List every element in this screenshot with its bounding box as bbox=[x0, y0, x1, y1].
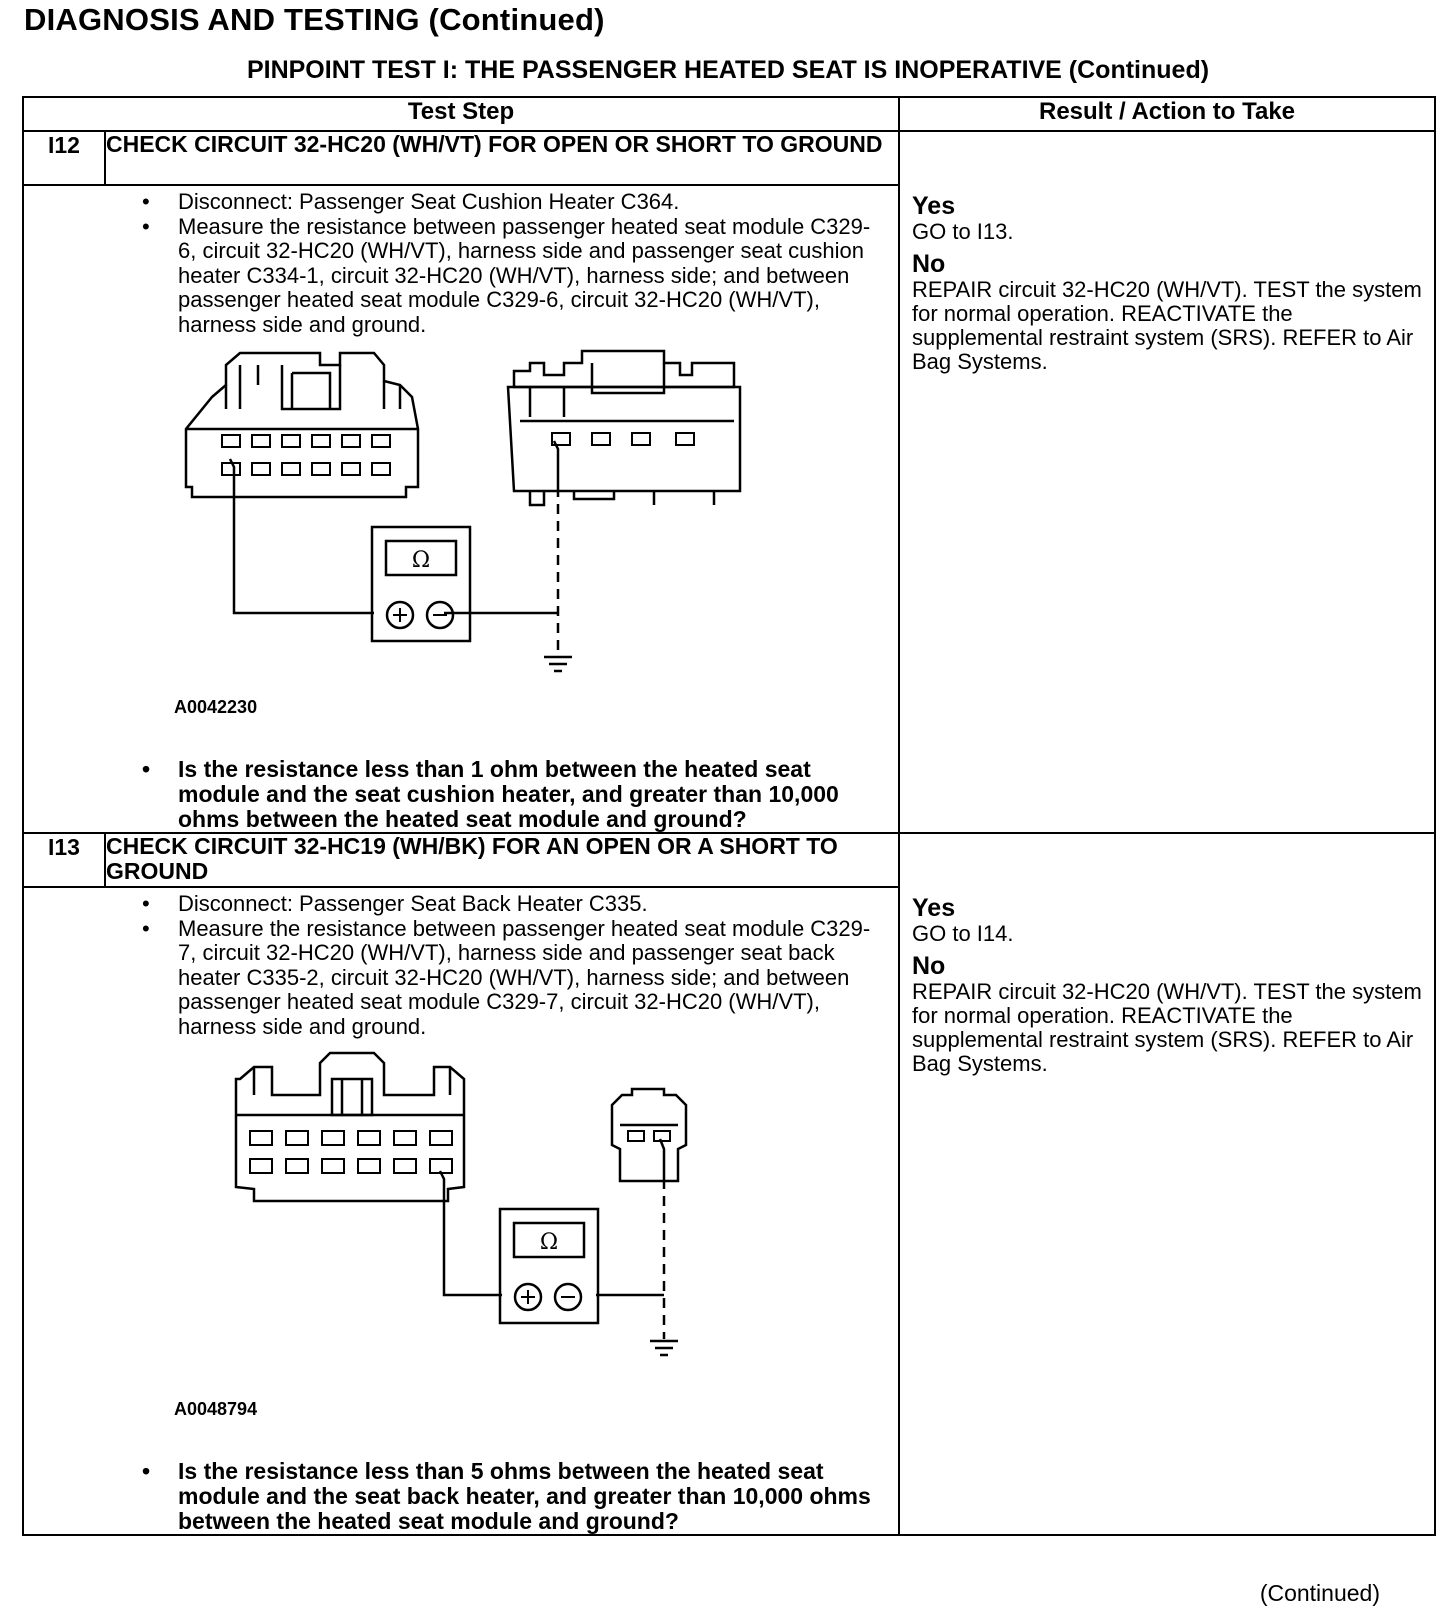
step-number: I12 bbox=[23, 131, 105, 185]
step-title: CHECK CIRCUIT 32-HC19 (WH/BK) FOR AN OPEN OR A SHORT TO GROUND bbox=[105, 833, 899, 887]
col-header-test-step: Test Step bbox=[23, 97, 899, 131]
module-connector-icon bbox=[186, 353, 418, 497]
continued-note: (Continued) bbox=[1259, 1580, 1380, 1606]
question-item: • Is the resistance less than 5 ohms between the heated seat module and the seat back heater, and greater than 10,000 ohms between the heated seat module and ground? bbox=[178, 1459, 878, 1534]
step-title: CHECK CIRCUIT 32-HC20 (WH/VT) FOR OPEN OR SHORT TO GROUND bbox=[105, 131, 899, 185]
no-action: REPAIR circuit 32-HC20 (WH/VT). TEST the system for normal operation. REACTIVATE the supplemental restraint system (SRS). REFER to Air Bag Systems. bbox=[912, 277, 1422, 374]
meter-symbol: Ω bbox=[539, 1230, 559, 1255]
instruction-item: • Measure the resistance between passenger heated seat module C329-7, circuit 32-HC20 (WH/VT), harness side and passenger seat back heater C335-2, circuit 32-HC20 (WH/VT), harness side; and between passenger heated seat module C329-7, circuit 32-HC20 (WH/VT), harness side and ground. bbox=[178, 917, 878, 1040]
table-header-row bbox=[23, 97, 1435, 131]
ground-symbol-icon bbox=[650, 1341, 678, 1355]
step-number: I13 bbox=[23, 833, 105, 887]
probe-tip bbox=[554, 441, 558, 487]
instruction-item: • Disconnect: Passenger Seat Cushion Heater C364. bbox=[178, 190, 878, 215]
instruction-item: • Disconnect: Passenger Seat Back Heater C335. bbox=[178, 892, 878, 917]
no-action: REPAIR circuit 32-HC20 (WH/VT). TEST the system for normal operation. REACTIVATE the supplemental restraint system (SRS). REFER to Air Bag Systems. bbox=[912, 979, 1422, 1076]
ohmmeter-icon bbox=[372, 527, 470, 641]
step-i13-title-row bbox=[23, 833, 1435, 887]
step-i12-title-row bbox=[23, 131, 1435, 185]
yes-action: GO to I14. bbox=[912, 921, 1014, 946]
pinpoint-test-title: PINPOINT TEST I: THE PASSENGER HEATED SEAT IS INOPERATIVE (Continued) bbox=[246, 56, 1210, 84]
positive-lead bbox=[230, 459, 374, 613]
heater-connector-icon bbox=[612, 1089, 686, 1181]
no-label: No bbox=[912, 952, 946, 980]
figure-id: A0042230 bbox=[174, 697, 258, 717]
page-title: DIAGNOSIS AND TESTING (Continued) bbox=[24, 2, 605, 37]
pinpoint-test-table bbox=[22, 96, 1436, 1536]
result-cell bbox=[899, 833, 1435, 1535]
no-label: No bbox=[912, 250, 946, 278]
step-body bbox=[23, 887, 899, 1535]
connector-meter-illustration bbox=[144, 1039, 844, 1439]
yes-label: Yes bbox=[912, 192, 956, 220]
ground-symbol-icon bbox=[544, 657, 572, 671]
probe-tip bbox=[660, 1139, 664, 1179]
circuit-diagram bbox=[144, 337, 898, 757]
connector-meter-illustration bbox=[144, 337, 844, 737]
figure-id: A0048794 bbox=[174, 1399, 258, 1419]
step-body bbox=[23, 185, 899, 833]
col-header-result: Result / Action to Take bbox=[899, 97, 1435, 131]
yes-label: Yes bbox=[912, 894, 956, 922]
result-cell bbox=[899, 131, 1435, 833]
ohmmeter-icon bbox=[500, 1209, 598, 1323]
question-item: • Is the resistance less than 1 ohm between the heated seat module and the seat cushion heater, and greater than 10,000 ohms between the heated seat module and ground? bbox=[178, 757, 878, 832]
meter-symbol: Ω bbox=[411, 548, 431, 573]
circuit-diagram bbox=[144, 1039, 898, 1459]
module-connector-icon bbox=[236, 1053, 464, 1201]
instruction-item: • Measure the resistance between passenger heated seat module C329-6, circuit 32-HC20 (WH/VT), harness side and passenger seat cushion heater C334-1, circuit 32-HC20 (WH/VT), harness side; and between passenger heated seat module C329-6, circuit 32-HC20 (WH/VT), harness side and ground. bbox=[178, 215, 878, 338]
heater-connector-icon bbox=[508, 351, 740, 505]
yes-action: GO to I13. bbox=[912, 219, 1014, 244]
